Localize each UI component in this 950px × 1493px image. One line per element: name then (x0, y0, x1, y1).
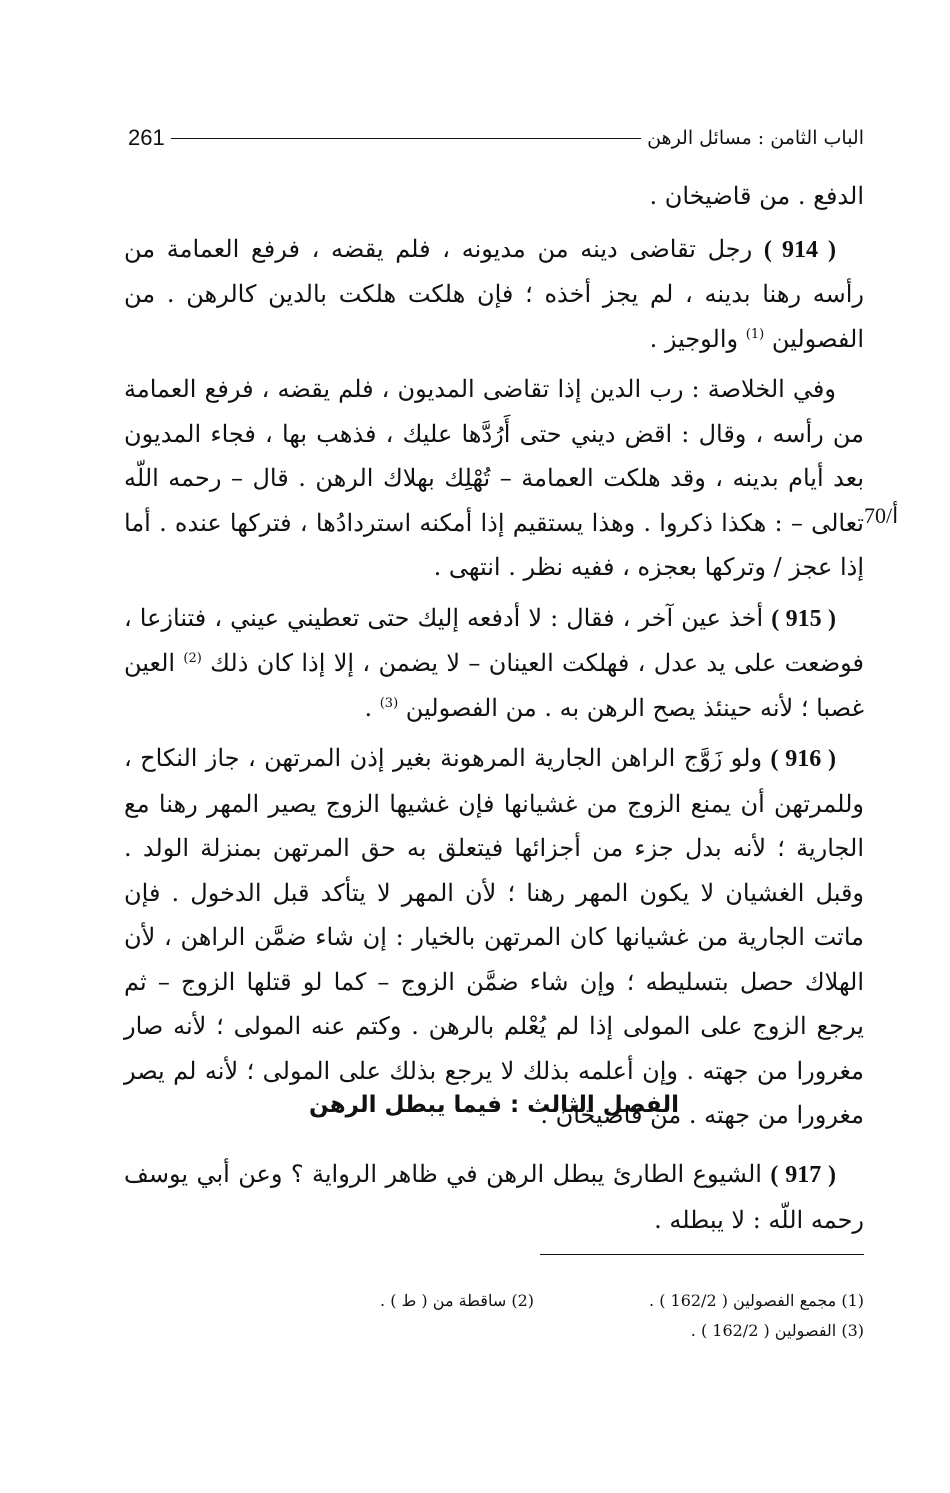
footnote-ref: (1) (745, 326, 765, 342)
entry-number: ( 914 ) (763, 236, 836, 263)
main-text-continued (124, 1152, 864, 1242)
page-header (128, 118, 864, 158)
entry-number: ( 915 ) (771, 605, 836, 632)
footnote-ref: (3) (379, 695, 399, 711)
paragraph-continuation: الدفع . من قاضيخان . (649, 182, 864, 210)
footnote-2: (2) ساقطة من ( ط ) . (380, 1291, 534, 1310)
paragraph-915: ( 915 ) أخذ عين آخر ، فقال : لا أدفعه إليك حتى تعطيني عيني ، فتنازعا ، فوضعت على يد عدل ، فهلكت العينان – لا يضمن ، إلا إذا كان ذلك $^{(2)}$ العين غصبا ؛ لأنه حينئذ يصح الرهن به . من الفصولين $^{(3)}$ . (124, 603, 864, 722)
section-heading: الفصل الثالث : فيما يبطل الرهن (309, 1092, 679, 1118)
header-rule (171, 138, 641, 139)
running-title: الباب الثامن : مسائل الرهن (647, 127, 864, 149)
paragraph-916: ( 916 ) ولو زَوَّج الراهن الجارية المرهونة بغير إذن المرتهن ، جاز النكاح ، وللمرتهن أن يمنع الزوج من غشيانها فإن غشيها الزوج يصير المهر رهنا مع الجارية ؛ لأنه بدل جزء من أجزائها فيتعلق به حق المرتهن بمنزلة الولد . وقبل الغشيان لا يكون المهر رهنا ؛ لأن المهر لا يتأكد قبل الدخول . فإن ماتت الجارية من غشيانها كان المرتهن بالخيار : إن شاء ضمَّن الراهن ، لأن الهلاك حصل بتسليطه ؛ وإن شاء ضمَّن الزوج – كما لو قتلها الزوج – ثم يرجع الزوج على المولى إذا لم يُعْلم بالرهن . وكتم عنه المولى ؛ لأنه صار مغرورا من جهته . وإن أعلمه بذلك لا يرجع بذلك على المولى ؛ لأنه لم يصر مغرورا من جهته . من قاضيخان . (124, 744, 864, 1129)
page-number: 261 (128, 125, 165, 150)
footnote-3: (3) الفصولين ( 162/2 ) . (690, 1321, 864, 1340)
footnote-ref: (2) (183, 651, 202, 666)
footnote-rule (540, 1254, 864, 1255)
paragraph-khulasa: وفي الخلاصة : رب الدين إذا تقاضى المديون ، فلم يقضه ، فرفع العمامة من رأسه ، وقال : اقض ديني حتى أَرُدَّها عليك ، فذهب بها ، فجاء المديون بعد أيام بدينه ، وقد هلكت العمامة – تُهْلِك بهلاك الرهن . قال – رحمه اللّه تعالى – : هكذا ذكروا . وهذا يستقيم إذا أمكنه استردادُها ، فتركها عنده . أما إذا عجز / وتركها بعجزه ، ففيه نظر . انتهى . (124, 375, 864, 581)
paragraph-914: ( 914 ) رجل تقاضى دينه من مديونه ، فلم يقضه ، فرفع العمامة من رأسه رهنا بدينه ، لم يجز أخذه ؛ فإن هلكت هلكت بالدين كالرهن . من الفصولين $^{(1)}$ والوجيز . (124, 234, 864, 353)
entry-number: ( 916 ) (770, 746, 836, 772)
footnote-1: (1) مجمع الفصولين ( 162/2 ) . (649, 1291, 864, 1310)
manuscript-folio-marker: 70/أ (864, 503, 899, 528)
entry-number: ( 917 ) (770, 1162, 836, 1188)
paragraph-917: ( 917 ) الشيوع الطارئ يبطل الرهن في ظاهر الرواية ؟ وعن أبي يوسف رحمه اللّه : لا يبطله . (124, 1160, 864, 1234)
main-text (124, 174, 864, 1144)
footnotes (124, 1286, 864, 1346)
